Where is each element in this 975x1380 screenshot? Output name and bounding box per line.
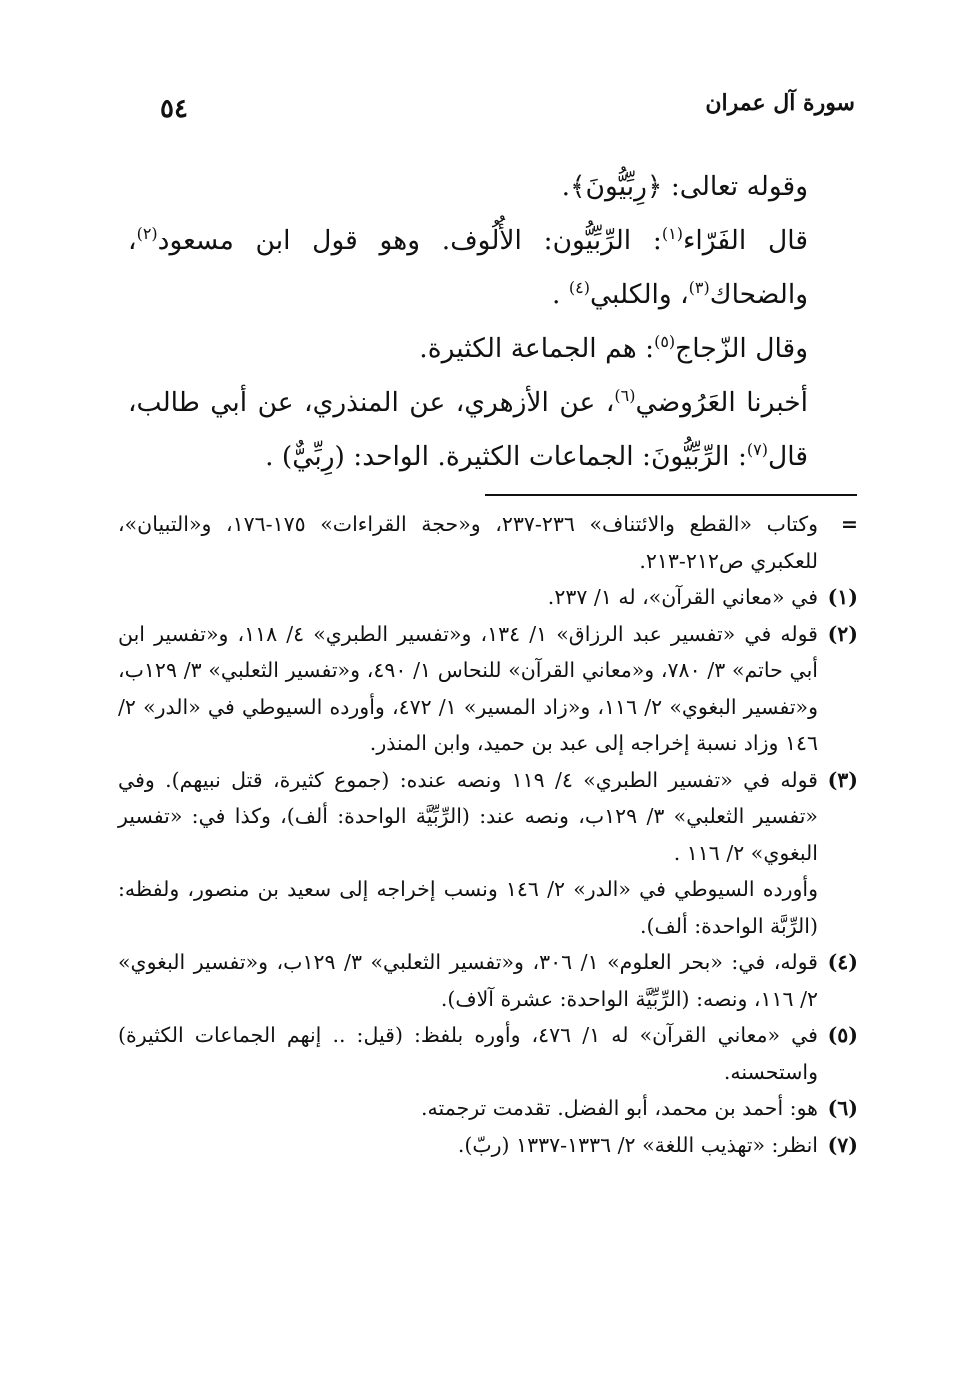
footnote-5 — [118, 1017, 858, 1090]
footnote-number: (٥) — [827, 1023, 858, 1047]
text-span: : الرِّبِّيُّون: الأُلُوف. وهو قول ابن مسعود — [157, 225, 662, 256]
text-span: وقال الزّجاج — [675, 333, 808, 364]
page-number: ٥٤ — [160, 94, 188, 124]
footnote-ref: (١) — [661, 224, 683, 244]
footnote-ref: (٣) — [688, 278, 710, 298]
text-span: : الرِّبِّيُّونَ: الجماعات الكثيرة. الواحد: (رِبِّيٌّ) . — [265, 441, 747, 472]
continuation-mark: = — [840, 512, 858, 536]
text-span: أخبرنا العَرُوضي — [635, 387, 808, 418]
footnotes — [118, 506, 858, 1163]
footnote-ref: (٦) — [614, 386, 636, 406]
running-title: سورة آل عمران — [705, 90, 855, 116]
footnote-text: وكتاب «القطع والائتناف» ٢٣٦-٢٣٧، و«حجة القراءات» ١٧٥-١٧٦، و«التبيان»، للعكبري ص٢١٢-٢١٣. — [118, 512, 818, 573]
footnote-3-continued — [118, 871, 858, 944]
footnote-number: (٣) — [827, 767, 858, 792]
footnote-1 — [118, 579, 858, 616]
footnote-7 — [118, 1127, 858, 1164]
footnote-text: انظر: «تهذيب اللغة» ٢/ ١٣٣٦-١٣٣٧ (ربّ). — [457, 1132, 818, 1157]
footnote-continuation — [118, 506, 858, 579]
text-span: ، والضحاك — [128, 225, 808, 310]
footnote-text: قوله، في: «بحر العلوم» ١/ ٣٠٦، و«تفسير الثعلبي» ٣/ ١٢٩ب، و«تفسير البغوي» ٢/ ١١٦، ونصه: (الرِّبِّيَّة الواحدة: عشرة آلاف). — [118, 950, 818, 1011]
footnote-number: (٤) — [827, 950, 858, 974]
paragraph-arudi — [128, 376, 858, 484]
footnote-text: في «معاني القرآن»، له ١/ ٢٣٧. — [547, 585, 818, 609]
paragraph-zajjaj — [128, 322, 858, 376]
footnote-text: قوله في «تفسير الطبري» ٤/ ١١٩ ونصه عنده: (جموع كثيرة، قتل نبيهم). وفي «تفسير الثعلبي» ٣/ ١٢٩ب، ونصه عند: (الرِّبِّيَّة الواحدة: ألف)، وكذا في: «تفسير البغوي» ٢/ ١١٦ . — [118, 767, 818, 865]
text-span: قال الفَرّاء — [682, 225, 808, 256]
footnote-text: وأورده السيوطي في «الدر» ٢/ ١٤٦ ونسب إخراجه إلى سعيد بن منصور، ولفظه: (الرِّبَّة الواحدة: ألف). — [118, 877, 818, 938]
footnote-ref: (٢) — [136, 224, 158, 244]
main-text — [128, 160, 858, 484]
footnote-2 — [118, 616, 858, 762]
footnote-number: (٢) — [827, 621, 858, 646]
paragraph-quote — [128, 160, 858, 214]
text-span: . — [552, 279, 569, 310]
quote-line: وقوله تعالى: ﴿رِبِّيُّونَ﴾. — [561, 171, 808, 202]
footnote-ref: (٧) — [746, 440, 768, 460]
footnote-number: (٧) — [827, 1132, 858, 1157]
footnote-ref: (٤) — [568, 278, 590, 298]
footnote-number: (١) — [827, 585, 858, 609]
footnote-6 — [118, 1090, 858, 1127]
footnote-4 — [118, 944, 858, 1017]
footnote-text: هو: أحمد بن محمد، أبو الفضل. تقدمت ترجمته. — [421, 1096, 818, 1120]
footnote-3 — [118, 762, 858, 872]
footnote-text: في «معاني القرآن» له ١/ ٤٧٦، وأوره بلفظ: (قيل: .. إنهم الجماعات الكثيرة) واستحسنه. — [118, 1023, 818, 1084]
page-header — [120, 80, 855, 130]
footnote-number: (٦) — [827, 1096, 858, 1120]
footnote-text: قوله في «تفسير عبد الرزاق» ١/ ١٣٤، و«تفسير الطبري» ٤/ ١١٨، و«تفسير ابن أبي حاتم» ٣/ ٧٨٠، و«معاني القرآن» للنحاس ١/ ٤٩٠، و«تفسير الثعلبي» ٣/ ١٢٩ب، و«تفسير البغوي» ٢/ ١١٦، و«زاد المسير» ١/ ٤٧٢، وأورده السيوطي في «الدر» ٢/ ١٤٦ وزاد نسبة إخراجه إلى عبد بن حميد، وابن المنذر. — [118, 621, 818, 755]
text-span: : هم الجماعة الكثيرة. — [419, 333, 655, 364]
text-span: ، والكلبي — [589, 279, 689, 310]
footnote-separator — [485, 494, 857, 496]
paragraph-farra — [128, 214, 858, 322]
footnote-ref: (٥) — [654, 332, 676, 352]
text-span: ، عن الأزهري، عن المنذري، عن أبي طالب، قال — [128, 387, 808, 472]
